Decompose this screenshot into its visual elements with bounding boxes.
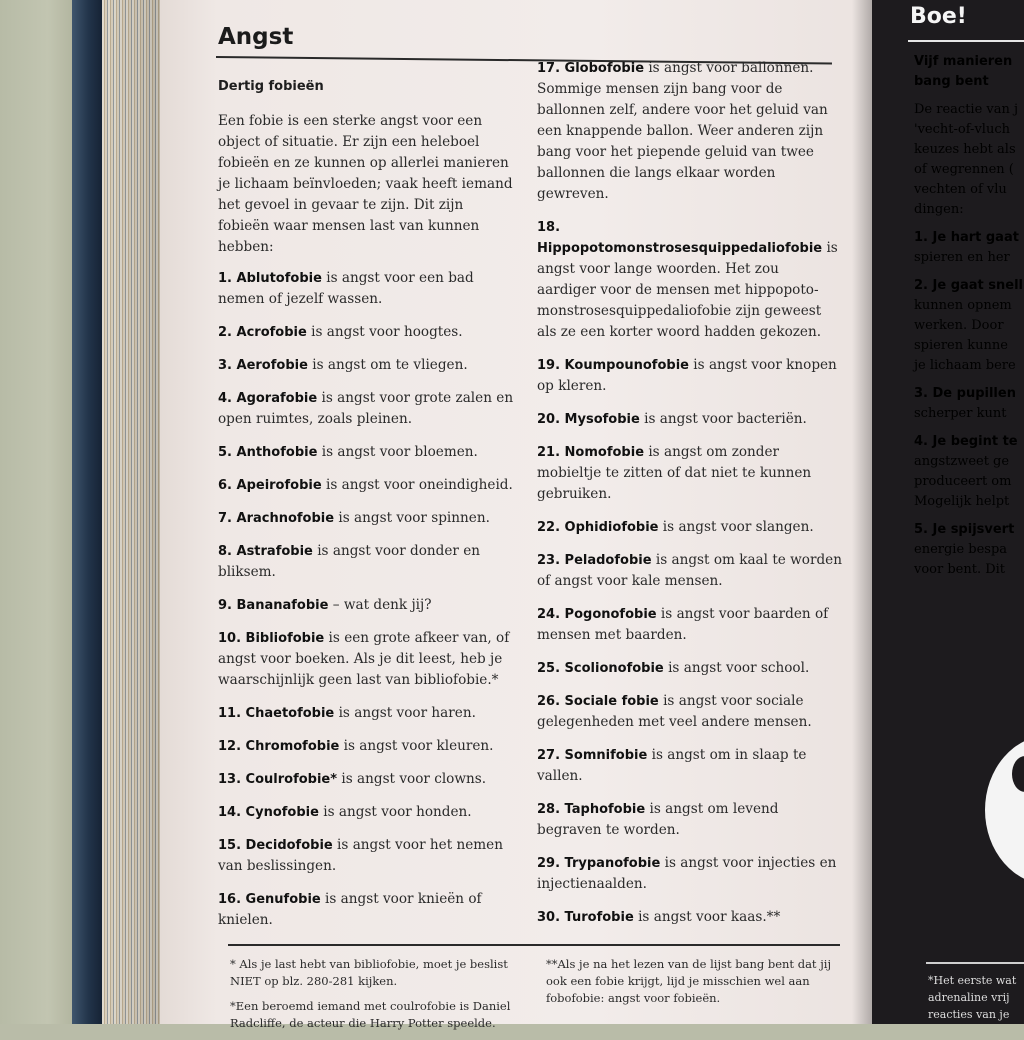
phobia-list-left [218, 268, 518, 931]
phobia-entry [218, 355, 518, 376]
phobia-description: is angst voor baarden of mensen met baarden. [537, 606, 829, 643]
phobia-entry [537, 442, 842, 505]
phobia-description: is angst voor bloemen. [317, 444, 478, 460]
phobia-description: is angst om kaal te worden of angst voor kale mensen. [537, 552, 842, 589]
phobia-description: is angst voor haren. [334, 705, 476, 721]
phobia-term: 17. Globofobie [537, 61, 645, 76]
intro-paragraph: Een fobie is een sterke angst voor een object of situatie. Er zijn een heleboel fobieën en ze kunnen op allerlei manieren je lichaam beïnvloeden; vaak heeft iemand het gevoel in gevaar te zijn. Dit zijn fobieën waar mensen last van kunnen hebben: [218, 113, 513, 255]
reaction-text: scherper kunt [914, 406, 1007, 421]
phobia-term: 8. Astrafobie [218, 544, 313, 559]
right-footnote-rule [926, 962, 1024, 964]
phobia-entry [537, 58, 842, 205]
phobia-entry [218, 889, 518, 931]
reaction-head: 1. Je hart gaat [914, 230, 1019, 245]
phobia-description: is angst voor kleuren. [339, 738, 494, 754]
phobia-description: is angst voor oneindigheid. [321, 477, 513, 493]
phobia-description: is angst om levend begraven te worden. [537, 801, 779, 838]
reaction-head: 2. Je gaat snell [914, 278, 1024, 293]
phobia-description: is angst voor grote zalen en open ruimtes, zoals pleinen. [218, 390, 514, 427]
phobia-entry [537, 355, 842, 397]
phobia-term: 13. Coulrofobie* [218, 772, 338, 787]
right-title-rule [908, 40, 1024, 42]
right-footnote: *Het eerste wat adrenaline vrij reacties van je [928, 974, 1017, 1021]
reaction-head: 4. Je begint te [914, 434, 1018, 449]
phobia-term: 27. Somnifobie [537, 748, 648, 763]
phobia-description: is angst voor het nemen van beslissingen. [218, 837, 503, 874]
phobia-description: is angst voor lange woorden. Het zou aardiger voor de mensen met hippopoto-monstrosesquippedaliofobie zijn geweest als ze een korter woord hadden gekozen. [537, 240, 838, 340]
footnotes-left [230, 956, 530, 1040]
reaction-text: energie bespa voor bent. Dit [914, 542, 1008, 577]
phobia-term: 5. Anthofobie [218, 445, 318, 460]
phobia-description: is angst voor clowns. [337, 771, 487, 787]
phobia-term: 19. Koumpounofobie [537, 358, 689, 373]
phobia-term: 21. Nomofobie [537, 445, 645, 460]
reaction-item [914, 384, 1024, 424]
phobia-term: 23. Peladofobie [537, 553, 652, 568]
phobia-description: – wat denk jij? [328, 597, 432, 613]
section-subtitle: Dertig fobieën [218, 79, 324, 94]
page-title: Angst [218, 24, 294, 50]
phobia-entry [537, 658, 842, 679]
phobia-term: 11. Chaetofobie [218, 706, 335, 721]
right-page-title: Boe! [910, 4, 967, 29]
reaction-text: spieren en her [914, 250, 1010, 265]
phobia-term: 2. Acrofobie [218, 325, 307, 340]
phobia-description: is angst voor knieën of knielen. [218, 891, 482, 928]
phobia-description: is angst om zonder mobieltje te zitten of dat niet te kunnen gebruiken. [537, 444, 812, 502]
phobia-term: 15. Decidofobie [218, 838, 333, 853]
phobia-entry [218, 388, 518, 430]
phobia-entry [218, 442, 518, 463]
reaction-text: angstzweet ge produceert om Mogelijk helpt [914, 454, 1012, 509]
phobia-term: 12. Chromofobie [218, 739, 340, 754]
left-column [218, 76, 518, 943]
right-items-list [914, 228, 1024, 580]
phobia-description: is een grote afkeer van, of angst voor boeken. Als je dit leest, heb je waarschijnlijk geen last van bibliofobie.* [218, 630, 510, 688]
book-gutter [852, 0, 872, 1024]
phobia-entry [218, 475, 518, 496]
reaction-text: kunnen opnem werken. Door spieren kunne je lichaam bere [914, 298, 1016, 373]
phobia-description: is angst voor donder en bliksem. [218, 543, 481, 580]
phobia-term: 28. Taphofobie [537, 802, 646, 817]
phobia-entry [537, 217, 842, 343]
phobia-description: is angst voor sociale gelegenheden met veel andere mensen. [537, 693, 812, 730]
reaction-item [914, 276, 1024, 376]
phobia-entry [218, 703, 518, 724]
phobia-description: is angst om in slaap te vallen. [537, 747, 807, 784]
phobia-entry [537, 604, 842, 646]
right-column [537, 58, 842, 940]
phobia-entry [218, 595, 518, 616]
phobia-entry [218, 508, 518, 529]
phobia-description: is angst om te vliegen. [307, 357, 468, 373]
phobia-description: is angst voor honden. [318, 804, 472, 820]
phobia-description: is angst voor knopen op kleren. [537, 357, 837, 394]
phobia-entry [537, 550, 842, 592]
phobia-entry [537, 907, 842, 928]
phobia-entry [537, 745, 842, 787]
background-wall [0, 0, 80, 1024]
phobia-entry [218, 322, 518, 343]
phobia-entry [218, 802, 518, 823]
phobia-term: 29. Trypanofobie [537, 856, 661, 871]
phobia-term: 22. Ophidiofobie [537, 520, 659, 535]
phobia-description: is angst voor bacteriën. [639, 411, 807, 427]
footnote-rule [228, 944, 840, 946]
phobia-list-right [537, 58, 842, 928]
right-page-text [914, 52, 1024, 588]
reaction-item [914, 432, 1024, 512]
phobia-entry [537, 517, 842, 538]
phobia-term: 10. Bibliofobie [218, 631, 325, 646]
phobia-description: is angst voor hoogtes. [306, 324, 463, 340]
phobia-entry [218, 736, 518, 757]
phobia-term: 6. Apeirofobie [218, 478, 322, 493]
right-subtitle: Vijf manieren bang bent [914, 54, 1013, 89]
phobia-description: is angst voor spinnen. [334, 510, 490, 526]
phobia-term: 16. Genufobie [218, 892, 321, 907]
phobia-term: 25. Scolionofobie [537, 661, 664, 676]
phobia-term: 26. Sociale fobie [537, 694, 659, 709]
page-edges-shadow [102, 0, 160, 1024]
phobia-entry [537, 409, 842, 430]
reaction-head: 3. De pupillen [914, 386, 1016, 401]
reaction-head: 5. Je spijsvert [914, 522, 1015, 537]
phobia-term: 1. Ablutofobie [218, 271, 322, 286]
phobia-description: is angst voor een bad nemen of jezelf wassen. [218, 270, 474, 307]
footnote-right [546, 956, 846, 1015]
phobia-term: 24. Pogonofobie [537, 607, 657, 622]
phobia-term: 20. Mysofobie [537, 412, 640, 427]
phobia-term: 7. Arachnofobie [218, 511, 335, 526]
phobia-description: is angst voor slangen. [658, 519, 814, 535]
footnote-bibliofobie: * Als je last hebt van bibliofobie, moet je beslist NIET op blz. 280-281 kijken. [230, 957, 508, 988]
phobia-entry [218, 769, 518, 790]
phobia-term: 30. Turofobie [537, 910, 634, 925]
phobia-description: is angst voor school. [663, 660, 810, 676]
phobia-description: is angst voor injecties en injectienaalden. [537, 855, 837, 892]
phobia-entry [537, 799, 842, 841]
phobia-term: 9. Bananafobie [218, 598, 329, 613]
phobia-term: 14. Cynofobie [218, 805, 319, 820]
phobia-term: 18. Hippopotomonstrosesquippedaliofobie [537, 220, 823, 256]
phobia-entry [537, 691, 842, 733]
phobia-entry [537, 853, 842, 895]
phobia-entry [218, 268, 518, 310]
phobia-entry [218, 541, 518, 583]
phobia-entry [218, 628, 518, 691]
phobia-term: 3. Aerofobie [218, 358, 308, 373]
footnote-coulrofobie: *Een beroemd iemand met coulrofobie is Daniel Radcliffe, de acteur die Harry Potter speelde. [230, 999, 511, 1030]
phobia-entry [218, 835, 518, 877]
phobia-term: 4. Agorafobie [218, 391, 318, 406]
reaction-item [914, 520, 1024, 580]
phobia-description: is angst voor ballonnen. Sommige mensen zijn bang voor de ballonnen zelf, andere voor het geluid van een knappende ballon. Weer anderen zijn bang voor het piepende geluid van twee ballonnen die langs elkaar worden gewreven. [537, 60, 828, 202]
reaction-item [914, 228, 1024, 268]
footnote-fobofobie: **Als je na het lezen van de lijst bang bent dat jij ook een fobie krijgt, lijd je misschien wel aan fobofobie: angst voor fobieën. [546, 957, 832, 1005]
book-cover-edge [72, 0, 102, 1024]
right-intro: De reactie van j 'vecht-of-vluch keuzes hebt als of wegrennen ( vechten of vlu dingen: [914, 102, 1019, 217]
phobia-description: is angst voor kaas.** [633, 909, 781, 925]
